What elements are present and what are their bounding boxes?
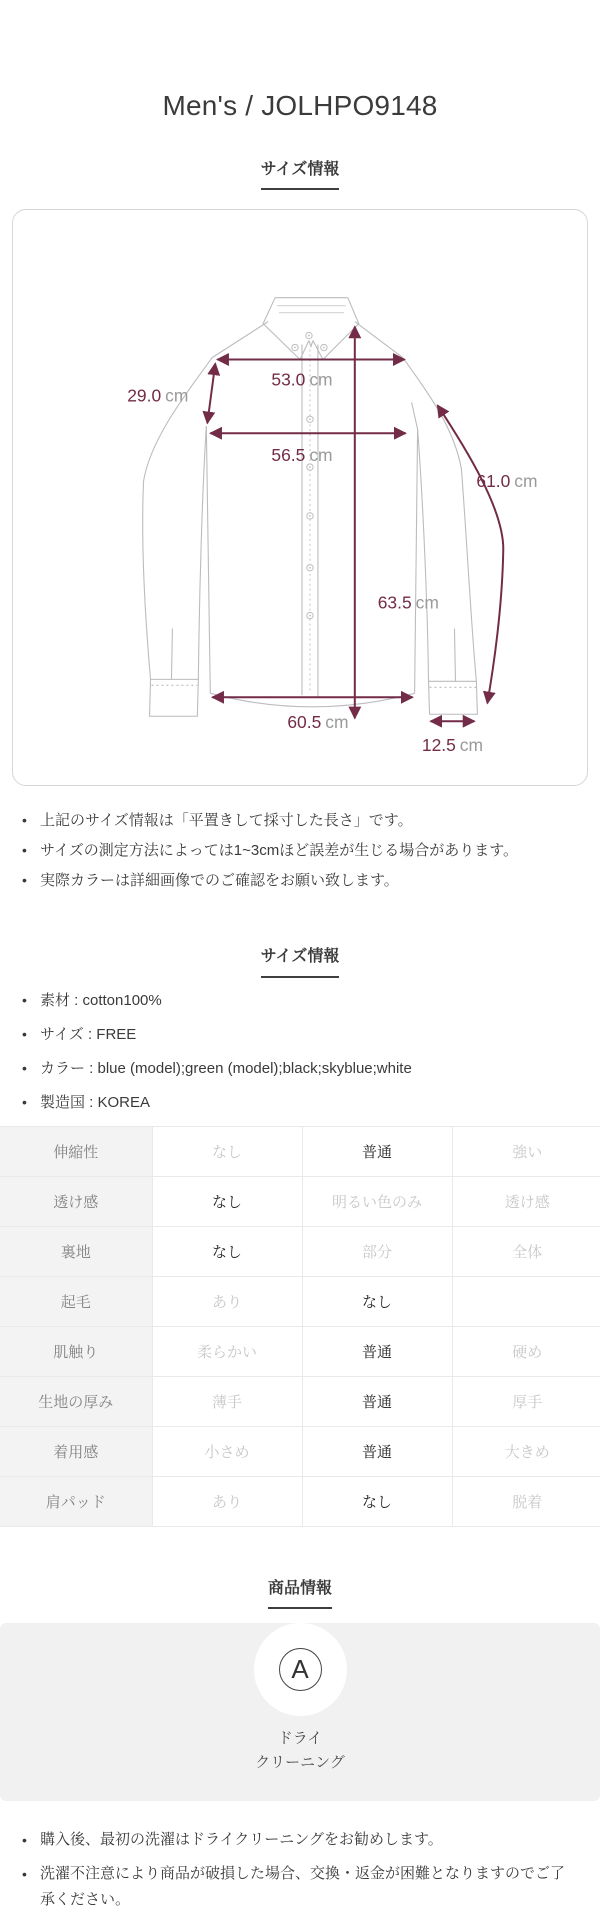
feature-option-selected: なし bbox=[152, 1176, 302, 1226]
feature-option: 全体 bbox=[452, 1226, 600, 1276]
feature-label: 伸縮性 bbox=[0, 1126, 152, 1176]
measurement-cuff-width: 12.5 cm bbox=[421, 735, 484, 756]
product-info-section-heading bbox=[0, 1579, 600, 1609]
feature-option: 脱着 bbox=[452, 1476, 600, 1526]
care-label-line1: ドライ bbox=[277, 1729, 323, 1747]
size-diagram-section-heading bbox=[0, 160, 600, 190]
feature-option: あり bbox=[152, 1476, 302, 1526]
measurement-armhole: 29.0 cm bbox=[127, 385, 189, 406]
care-symbol-background bbox=[254, 1623, 347, 1716]
table-row bbox=[0, 1226, 600, 1276]
table-row bbox=[0, 1276, 600, 1326]
feature-option-selected: なし bbox=[152, 1226, 302, 1276]
feature-option-selected: なし bbox=[302, 1276, 452, 1326]
table-row bbox=[0, 1476, 600, 1526]
feature-option-selected: 普通 bbox=[302, 1326, 452, 1376]
care-note bbox=[40, 1861, 578, 1913]
feature-option: 透け感 bbox=[452, 1176, 600, 1226]
size-note-text: 上記のサイズ情報は「平置きして採寸した長さ」です。 bbox=[40, 812, 413, 830]
size-notes-list bbox=[0, 810, 600, 891]
measurement-chest-width: 56.5 cm bbox=[271, 445, 333, 466]
feature-label: 肌触り bbox=[0, 1326, 152, 1376]
feature-option-selected: 普通 bbox=[302, 1376, 452, 1426]
size-diagram-box bbox=[12, 209, 588, 786]
armhole-line bbox=[207, 364, 215, 424]
feature-option: 薄手 bbox=[152, 1376, 302, 1426]
feature-option: あり bbox=[152, 1276, 302, 1326]
feature-label: 裏地 bbox=[0, 1226, 152, 1276]
size-info-item bbox=[40, 990, 578, 1011]
feature-option-selected: 普通 bbox=[302, 1426, 452, 1476]
size-info-item bbox=[40, 1092, 578, 1113]
feature-label: 生地の厚み bbox=[0, 1376, 152, 1426]
feature-option: 厚手 bbox=[452, 1376, 600, 1426]
care-label-line2: クリーニング bbox=[255, 1753, 345, 1771]
table-row bbox=[0, 1126, 600, 1176]
size-note-text: 実際カラーは詳細画像でのご確認をお願い致します。 bbox=[40, 872, 399, 890]
size-info-heading: サイズ情報 bbox=[261, 947, 340, 977]
size-info-item bbox=[40, 1024, 578, 1045]
care-notes-list bbox=[0, 1827, 600, 1913]
size-info-item bbox=[40, 1058, 578, 1079]
care-note-text: 洗濯不注意により商品が破損した場合、交換・返金が困難となりますのでご了承ください。 bbox=[40, 1864, 566, 1908]
measurement-hem-width: 60.5 cm bbox=[287, 712, 349, 733]
table-row bbox=[0, 1326, 600, 1376]
table-row bbox=[0, 1426, 600, 1476]
feature-option bbox=[452, 1276, 600, 1326]
size-note-text: サイズの測定方法によっては1~3cmほど誤差が生じる場合があります。 bbox=[40, 842, 519, 860]
size-info-list bbox=[0, 990, 600, 1113]
feature-option-selected: なし bbox=[302, 1476, 452, 1526]
size-info-text: 製造国 : KOREA bbox=[40, 1093, 151, 1111]
product-info-heading: 商品情報 bbox=[268, 1579, 332, 1609]
feature-label: 肩パッド bbox=[0, 1476, 152, 1526]
feature-option: 強い bbox=[452, 1126, 600, 1176]
table-row bbox=[0, 1376, 600, 1426]
size-diagram-heading: サイズ情報 bbox=[261, 160, 340, 190]
feature-label: 着用感 bbox=[0, 1426, 152, 1476]
size-info-text: サイズ : FREE bbox=[40, 1025, 137, 1043]
measurement-total-length: 63.5 cm bbox=[377, 592, 439, 613]
care-note-text: 購入後、最初の洗濯はドライクリーニングをお勧めします。 bbox=[40, 1830, 443, 1848]
measurement-sleeve-length: 61.0 cm bbox=[476, 471, 538, 492]
size-note bbox=[40, 810, 578, 831]
page-title: Men's / JOLHPO9148 bbox=[162, 90, 438, 121]
feature-option: 柔らかい bbox=[152, 1326, 302, 1376]
feature-option-selected: 普通 bbox=[302, 1126, 452, 1176]
feature-option: 大きめ bbox=[452, 1426, 600, 1476]
feature-label: 起毛 bbox=[0, 1276, 152, 1326]
feature-option: なし bbox=[152, 1126, 302, 1176]
dry-cleaning-icon: A bbox=[279, 1648, 322, 1691]
size-info-text: カラー : blue (model);green (model);black;skyblue;white bbox=[40, 1059, 412, 1077]
shirt-size-diagram bbox=[13, 210, 587, 785]
feature-option: 小さめ bbox=[152, 1426, 302, 1476]
care-note bbox=[40, 1827, 578, 1853]
sleeve-length-line bbox=[438, 406, 504, 704]
feature-table bbox=[0, 1126, 600, 1527]
care-instruction-box bbox=[0, 1623, 600, 1801]
size-info-text: 素材 : cotton100% bbox=[40, 991, 162, 1009]
size-info-section-heading bbox=[0, 947, 600, 977]
care-label bbox=[0, 1727, 600, 1775]
size-note bbox=[40, 870, 578, 891]
size-note bbox=[40, 840, 578, 861]
measurement-shoulder-width: 53.0 cm bbox=[271, 369, 333, 390]
feature-option: 部分 bbox=[302, 1226, 452, 1276]
table-row bbox=[0, 1176, 600, 1226]
feature-option: 硬め bbox=[452, 1326, 600, 1376]
measurement-lines bbox=[207, 327, 503, 722]
feature-label: 透け感 bbox=[0, 1176, 152, 1226]
feature-option: 明るい色のみ bbox=[302, 1176, 452, 1226]
